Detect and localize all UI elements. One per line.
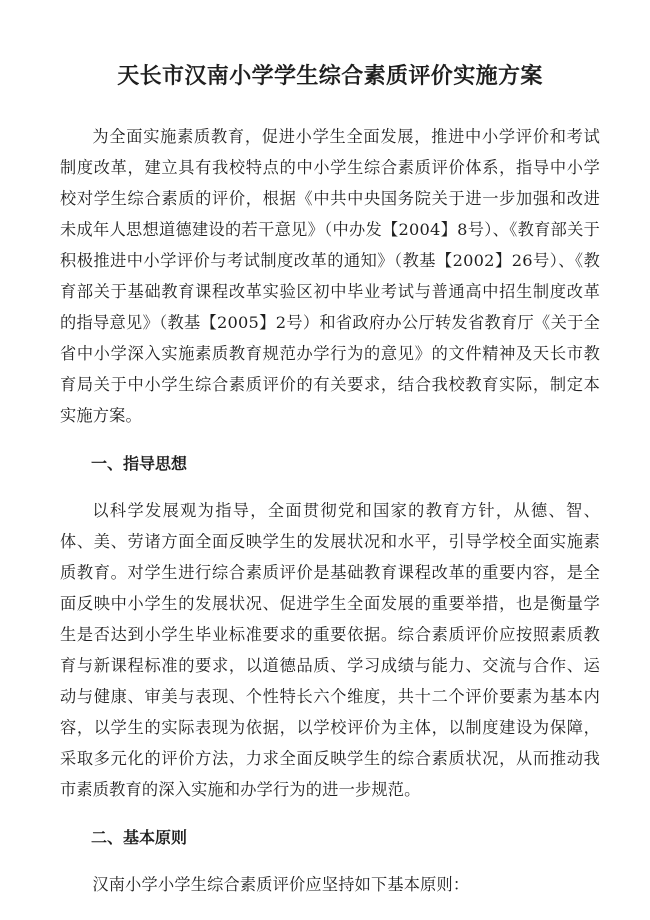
section-heading-guiding-ideology: 一、指导思想 (91, 454, 188, 473)
section-heading-basic-principles: 二、基本原则 (91, 828, 188, 847)
guiding-ideology-paragraph: 以科学发展观为指导，全面贯彻党和国家的教育方针，从德、智、体、美、劳诸方面全面反映学生的发展状况和水平，引导学校全面实施素质教育。对学生进行综合素质评价是基础教育课程改革的重要内容，是全面反映中小学生的发展状况、促进学生全面发展的重要举措，也是衡量学生是否达到小学生毕业标准要求的重要依据。综合素质评价应按照素质教育与新课程标准的要求，以道德品质、学习成绩与能力、交流与合作、运动与健康、审美与表现、个性特长六个维度，共十二个评价要素为基本内容，以学生的实际表现为依据，以学校评价为主体，以制度建设为保障，采取多元化的评价方法，力求全面反映学生的综合素质状况，从而推动我市素质教育的深入实施和办学行为的进一步规范。 (60, 501, 600, 799)
intro-paragraph: 为全面实施素质教育，促进小学生全面发展，推进中小学评价和考试制度改革，建立具有我校特点的中小学生综合素质评价体系，指导中小学校对学生综合素质的评价，根据《中共中央国务院关于进一步加强和改进未成年人思想道德建设的若干意见》（中办发【2004】8号）、《教育部关于积极推进中小学评价与考试制度改革的通知》（教基【2002】26号）、《教育部关于基础教育课程改革实验区初中毕业考试与普通高中招生制度改革的指导意见》（教基【2005】2号）和省政府办公厅转发省教育厅《关于全省中小学深入实施素质教育规范办学行为的意见》的文件精神及天长市教育局关于中小学生综合素质评价的有关要求，结合我校教育实际，制定本实施方案。 (60, 127, 600, 425)
document-title: 天长市汉南小学学生综合素质评价实施方案 (117, 64, 543, 89)
basic-principles-paragraph: 汉南小学小学生综合素质评价应坚持如下基本原则： (92, 875, 470, 894)
